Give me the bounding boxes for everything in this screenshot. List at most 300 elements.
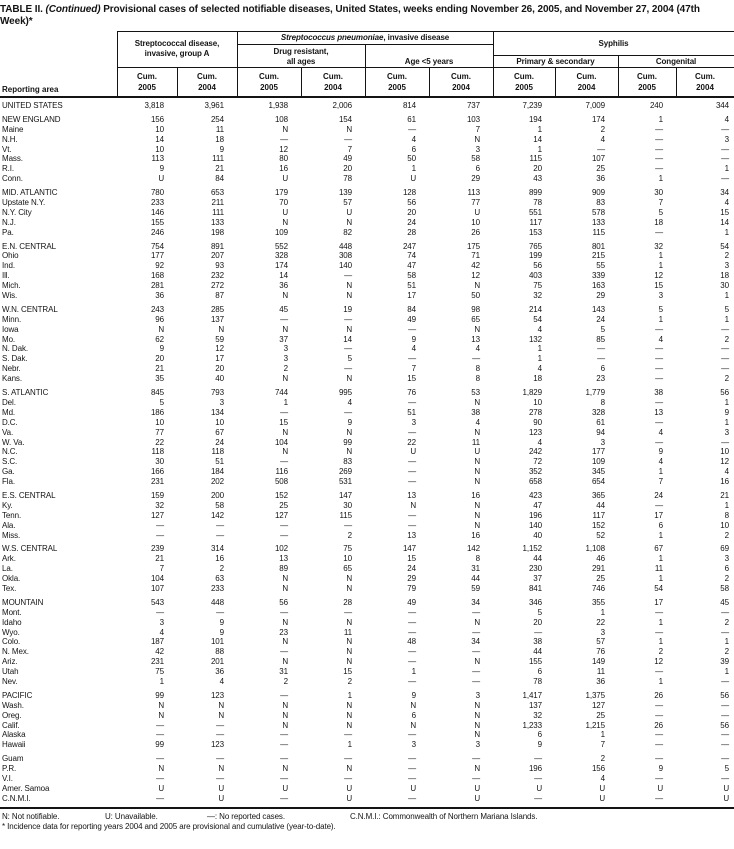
cum-year-cell: Cum. 2005 (387, 72, 407, 92)
value-cell: 1 (283, 397, 288, 407)
value-cell: 38 (533, 637, 542, 647)
table-row (0, 447, 734, 457)
legend-unavailable: U: Unavailable. (105, 811, 158, 821)
value-cell: 75 (155, 667, 164, 677)
value-cell: 9 (724, 407, 729, 417)
value-cell: 137 (210, 314, 224, 324)
value-cell: 21 (215, 164, 224, 174)
value-cell: 7 (159, 564, 164, 574)
value-cell: 21 (155, 364, 164, 374)
value-cell: 448 (210, 597, 224, 607)
table-row (0, 335, 734, 345)
value-cell: — (721, 124, 729, 134)
value-cell: 1 (724, 637, 729, 647)
value-cell: 30 (654, 188, 663, 198)
value-cell: 328 (591, 407, 605, 417)
value-cell: 9 (537, 740, 542, 750)
value-cell: 1 (724, 667, 729, 677)
value-cell: 57 (596, 637, 605, 647)
reporting-area-cell: S.C. (2, 457, 18, 467)
header-top-rule (117, 31, 734, 32)
value-cell: 84 (215, 174, 224, 184)
value-cell: 15 (654, 281, 663, 291)
table-body (0, 101, 734, 804)
value-cell: 118 (211, 447, 224, 457)
reporting-area-cell: Oreg. (2, 710, 22, 720)
value-cell: N (474, 427, 480, 437)
value-cell: 45 (279, 304, 288, 314)
reporting-area-cell: Minn. (2, 314, 22, 324)
value-cell: N (474, 657, 480, 667)
value-cell: 3 (600, 437, 605, 447)
value-cell: 50 (407, 154, 416, 164)
value-cell: 44 (533, 647, 542, 657)
value-cell: 142 (210, 510, 224, 520)
value-cell: 14 (343, 334, 352, 344)
value-cell: 10 (155, 144, 164, 154)
value-cell: — (655, 627, 663, 637)
reporting-area-cell: E.S. CENTRAL (2, 490, 56, 500)
value-cell: 4 (658, 427, 663, 437)
value-cell: 5 (600, 324, 605, 334)
value-cell: N (282, 374, 288, 384)
value-cell: U (599, 783, 605, 793)
value-cell: 42 (471, 261, 480, 271)
value-cell: 4 (347, 397, 352, 407)
table-row (0, 188, 734, 198)
cum-year-cell: Cum. 2004 (451, 72, 471, 92)
value-cell: 5 (537, 607, 542, 617)
value-cell: 93 (215, 261, 224, 271)
value-cell: 14 (279, 271, 288, 281)
value-cell: U (346, 793, 352, 803)
value-cell: U (282, 207, 288, 217)
table-row (0, 428, 734, 438)
value-cell: 50 (471, 291, 480, 301)
value-cell: — (597, 144, 605, 154)
value-cell: 111 (212, 207, 224, 217)
value-cell: 3 (724, 261, 729, 271)
value-cell: 1 (658, 637, 663, 647)
value-cell: 39 (720, 657, 729, 667)
value-cell: — (472, 774, 480, 783)
value-cell: 99 (343, 437, 352, 447)
value-cell: 1 (537, 344, 542, 354)
value-cell: 18 (215, 134, 224, 144)
value-cell: 194 (528, 114, 542, 124)
value-cell: U (474, 783, 480, 793)
value-cell: 43 (533, 174, 542, 184)
value-cell: — (655, 417, 663, 427)
value-cell: 13 (654, 407, 663, 417)
value-cell: 20 (155, 354, 164, 364)
value-cell: 51 (215, 457, 224, 467)
value-cell: — (655, 144, 663, 154)
value-cell: — (216, 607, 224, 617)
reporting-area-cell: Mont. (2, 607, 22, 617)
reporting-area-cell: Amer. Samoa (2, 783, 50, 793)
value-cell: 1 (658, 467, 663, 477)
value-cell: 231 (150, 657, 164, 667)
value-cell: 58 (215, 500, 224, 510)
value-cell: U (536, 783, 542, 793)
value-cell: 56 (533, 261, 542, 271)
value-cell: 2 (724, 647, 729, 657)
value-cell: 83 (596, 198, 605, 208)
reporting-area-cell: Tenn. (2, 510, 22, 520)
value-cell: 2 (600, 124, 605, 134)
value-cell: 113 (467, 188, 480, 198)
value-cell: U (410, 447, 416, 457)
value-cell: 104 (150, 574, 164, 584)
value-cell: — (721, 154, 729, 164)
value-cell: 4 (411, 134, 416, 144)
reporting-area-cell: Ind. (2, 261, 15, 271)
value-cell: — (655, 374, 663, 384)
table-row (0, 544, 734, 554)
cum-year-cell: Cum. 2004 (576, 72, 597, 92)
value-cell: 8 (600, 397, 605, 407)
value-cell: 53 (471, 388, 480, 398)
value-cell: — (280, 134, 288, 144)
value-cell: 78 (533, 676, 542, 686)
reporting-area-cell: Ill. (2, 271, 10, 281)
reporting-area-cell: R.I. (2, 164, 15, 174)
value-cell: 13 (279, 554, 288, 564)
value-cell: 4 (159, 627, 164, 637)
value-cell: 1 (724, 314, 729, 324)
value-cell: 3 (600, 627, 605, 637)
value-cell: U (282, 174, 288, 184)
value-cell: — (655, 344, 663, 354)
column-subgroup-age-under-5: Age <5 years (404, 57, 454, 66)
value-cell: — (534, 754, 542, 764)
value-cell: 5 (658, 304, 663, 314)
value-cell: 25 (596, 710, 605, 720)
value-cell: — (216, 720, 224, 730)
reporting-area-cell: Wis. (2, 291, 18, 301)
value-cell: 58 (720, 583, 729, 593)
value-cell: 116 (275, 467, 288, 477)
value-cell: 1 (724, 500, 729, 510)
syphilis-rule (493, 55, 734, 56)
value-cell: N (346, 427, 352, 437)
value-cell: 1 (658, 114, 663, 124)
value-cell: — (344, 364, 352, 374)
value-cell: 4 (475, 344, 480, 354)
value-cell: — (655, 500, 663, 510)
value-cell: 15 (720, 207, 729, 217)
value-cell: — (655, 124, 663, 134)
value-cell: 16 (279, 164, 288, 174)
reporting-area-cell: N. Mex. (2, 647, 29, 657)
value-cell: — (721, 710, 729, 720)
value-cell: 4 (724, 467, 729, 477)
value-cell: N (346, 447, 352, 457)
value-cell: 314 (210, 544, 224, 554)
value-cell: — (216, 754, 224, 764)
value-cell: — (344, 134, 352, 144)
value-cell: 37 (533, 574, 542, 584)
table-row (0, 711, 734, 721)
value-cell: 57 (343, 198, 352, 208)
value-cell: N (346, 617, 352, 627)
value-cell: 140 (528, 520, 542, 530)
value-cell: 3 (159, 617, 164, 627)
value-cell: 77 (155, 427, 164, 437)
value-cell: 3 (475, 740, 480, 750)
value-cell: 152 (591, 520, 605, 530)
value-cell: — (156, 530, 164, 540)
value-cell: 1,233 (522, 720, 542, 730)
table-row (0, 564, 734, 574)
value-cell: 5 (347, 354, 352, 364)
value-cell: — (344, 344, 352, 354)
value-cell: — (721, 144, 729, 154)
value-cell: 111 (212, 154, 224, 164)
reporting-area-cell: Guam (2, 754, 24, 764)
value-cell: 22 (596, 617, 605, 627)
value-cell: 14 (155, 134, 164, 144)
value-cell: 9 (159, 344, 164, 354)
strep-pneumo-rest-label: , invasive disease (383, 33, 450, 42)
table-row (0, 677, 734, 687)
value-cell: — (280, 314, 288, 324)
table-row (0, 794, 734, 804)
value-cell: — (721, 627, 729, 637)
reporting-area-cell: Tex. (2, 583, 17, 593)
value-cell: 211 (211, 198, 224, 208)
subgroup-rule (117, 67, 734, 68)
value-cell: — (216, 730, 224, 740)
value-cell: 75 (533, 281, 542, 291)
value-cell: N (346, 281, 352, 291)
value-cell: — (216, 774, 224, 783)
value-cell: N (346, 374, 352, 384)
value-cell: — (472, 627, 480, 637)
table-row (0, 418, 734, 428)
value-cell: 29 (471, 174, 480, 184)
value-cell: 109 (274, 227, 288, 237)
value-cell: N (410, 500, 416, 510)
value-cell: 814 (402, 101, 416, 110)
value-cell: 104 (274, 437, 288, 447)
value-cell: — (280, 690, 288, 700)
table-row (0, 261, 734, 271)
value-cell: U (410, 174, 416, 184)
value-cell: 34 (471, 637, 480, 647)
value-cell: 2 (724, 334, 729, 344)
value-cell: 146 (150, 207, 164, 217)
value-cell: 2 (283, 676, 288, 686)
value-cell: 7 (411, 364, 416, 374)
table-row (0, 125, 734, 135)
legend-not-notifiable: N: Not notifiable. (2, 811, 60, 821)
value-cell: 8 (724, 510, 729, 520)
value-cell: 11 (471, 437, 480, 447)
value-cell: 2 (347, 530, 352, 540)
value-cell: 23 (279, 627, 288, 637)
value-cell: 147 (402, 544, 416, 554)
table-row (0, 477, 734, 487)
value-cell: 25 (279, 500, 288, 510)
value-cell: 14 (720, 217, 729, 227)
value-cell: 58 (407, 271, 416, 281)
value-cell: — (280, 607, 288, 617)
value-cell: 20 (407, 207, 416, 217)
value-cell: 6 (537, 730, 542, 740)
value-cell: 1 (658, 174, 663, 184)
drug-resistant-line1: Drug resistant, (273, 47, 329, 56)
table-row (0, 584, 734, 594)
value-cell: U (474, 447, 480, 457)
value-cell: 44 (596, 500, 605, 510)
value-cell: 149 (591, 657, 605, 667)
value-cell: 1 (658, 617, 663, 627)
value-cell: 4 (475, 417, 480, 427)
value-cell: 83 (343, 457, 352, 467)
table-row (0, 598, 734, 608)
value-cell: N (474, 457, 480, 467)
value-cell: 5 (658, 207, 663, 217)
value-cell: 3 (411, 740, 416, 750)
value-cell: N (474, 520, 480, 530)
reporting-area-cell: N.C. (2, 447, 18, 457)
value-cell: — (156, 607, 164, 617)
reporting-area-cell: Pa. (2, 227, 14, 237)
value-cell: 365 (591, 490, 605, 500)
value-cell: 308 (338, 251, 352, 261)
value-cell: 7 (658, 477, 663, 487)
value-cell: — (344, 271, 352, 281)
reporting-area-cell: Ohio (2, 251, 19, 261)
value-cell: — (408, 607, 416, 617)
value-cell: 4 (411, 344, 416, 354)
value-cell: 134 (210, 407, 224, 417)
value-cell: 1,152 (522, 544, 542, 554)
value-cell: 18 (654, 217, 663, 227)
value-cell: 1 (537, 144, 542, 154)
value-cell: 103 (466, 114, 480, 124)
table-row (0, 218, 734, 228)
value-cell: 45 (720, 597, 729, 607)
value-cell: 77 (471, 198, 480, 208)
value-cell: 117 (592, 510, 605, 520)
value-cell: 47 (407, 261, 416, 271)
value-cell: 19 (343, 304, 352, 314)
value-cell: 543 (150, 597, 164, 607)
value-cell: 552 (274, 241, 288, 251)
value-cell: 9 (658, 447, 663, 457)
value-cell: N (282, 427, 288, 437)
value-cell: 31 (279, 667, 288, 677)
value-cell: 780 (150, 188, 164, 198)
value-cell: — (655, 740, 663, 750)
value-cell: 7 (600, 740, 605, 750)
value-cell: 31 (471, 564, 480, 574)
value-cell: 3 (283, 344, 288, 354)
value-cell: 765 (528, 241, 542, 251)
value-cell: — (721, 437, 729, 447)
table-row (0, 344, 734, 354)
value-cell: 168 (150, 271, 164, 281)
value-cell: — (472, 676, 480, 686)
value-cell: — (344, 407, 352, 417)
value-cell: 88 (215, 647, 224, 657)
value-cell: 34 (471, 597, 480, 607)
value-cell: 56 (407, 198, 416, 208)
value-cell: 21 (720, 490, 729, 500)
value-cell: 156 (150, 114, 164, 124)
table-row (0, 740, 734, 750)
value-cell: — (344, 314, 352, 324)
value-cell: 133 (591, 217, 605, 227)
table-row (0, 164, 734, 174)
reporting-area-cell: S. ATLANTIC (2, 388, 49, 398)
value-cell: 63 (215, 574, 224, 584)
value-cell: 78 (533, 198, 542, 208)
value-cell: 269 (338, 467, 352, 477)
value-cell: 1 (658, 574, 663, 584)
value-cell: 17 (654, 597, 663, 607)
value-cell: — (280, 530, 288, 540)
value-cell: 44 (471, 574, 480, 584)
value-cell: 423 (528, 490, 542, 500)
value-cell: 355 (591, 597, 605, 607)
table-row (0, 647, 734, 657)
value-cell: 2 (600, 754, 605, 764)
value-cell: 9 (219, 144, 224, 154)
value-cell: 201 (210, 657, 224, 667)
table-row (0, 501, 734, 511)
value-cell: N (282, 324, 288, 334)
value-cell: 15 (407, 554, 416, 564)
value-cell: 49 (407, 314, 416, 324)
value-cell: — (408, 354, 416, 364)
value-cell: 6 (537, 667, 542, 677)
value-cell: N (346, 324, 352, 334)
value-cell: 186 (150, 407, 164, 417)
value-cell: 54 (720, 241, 729, 251)
value-cell: U (723, 793, 729, 803)
value-cell: — (655, 324, 663, 334)
value-cell: N (218, 700, 224, 710)
value-cell: U (474, 793, 480, 803)
value-cell: — (655, 793, 663, 803)
value-cell: — (216, 530, 224, 540)
value-cell: 1 (724, 164, 729, 174)
value-cell: — (280, 793, 288, 803)
table-row (0, 618, 734, 628)
value-cell: 115 (339, 510, 352, 520)
value-cell: 801 (591, 241, 605, 251)
value-cell: 113 (151, 154, 164, 164)
value-cell: N (282, 720, 288, 730)
footnote-legend (0, 812, 734, 821)
value-cell: — (721, 700, 729, 710)
value-cell: 26 (471, 227, 480, 237)
value-cell: 58 (471, 154, 480, 164)
value-cell: 132 (528, 334, 542, 344)
table-row (0, 242, 734, 252)
value-cell: 1 (658, 261, 663, 271)
value-cell: 36 (596, 174, 605, 184)
value-cell: N (282, 217, 288, 227)
value-cell: 29 (407, 574, 416, 584)
reporting-area-cell: Hawaii (2, 740, 26, 750)
reporting-area-cell: N.J. (2, 217, 16, 227)
value-cell: 3 (724, 134, 729, 144)
